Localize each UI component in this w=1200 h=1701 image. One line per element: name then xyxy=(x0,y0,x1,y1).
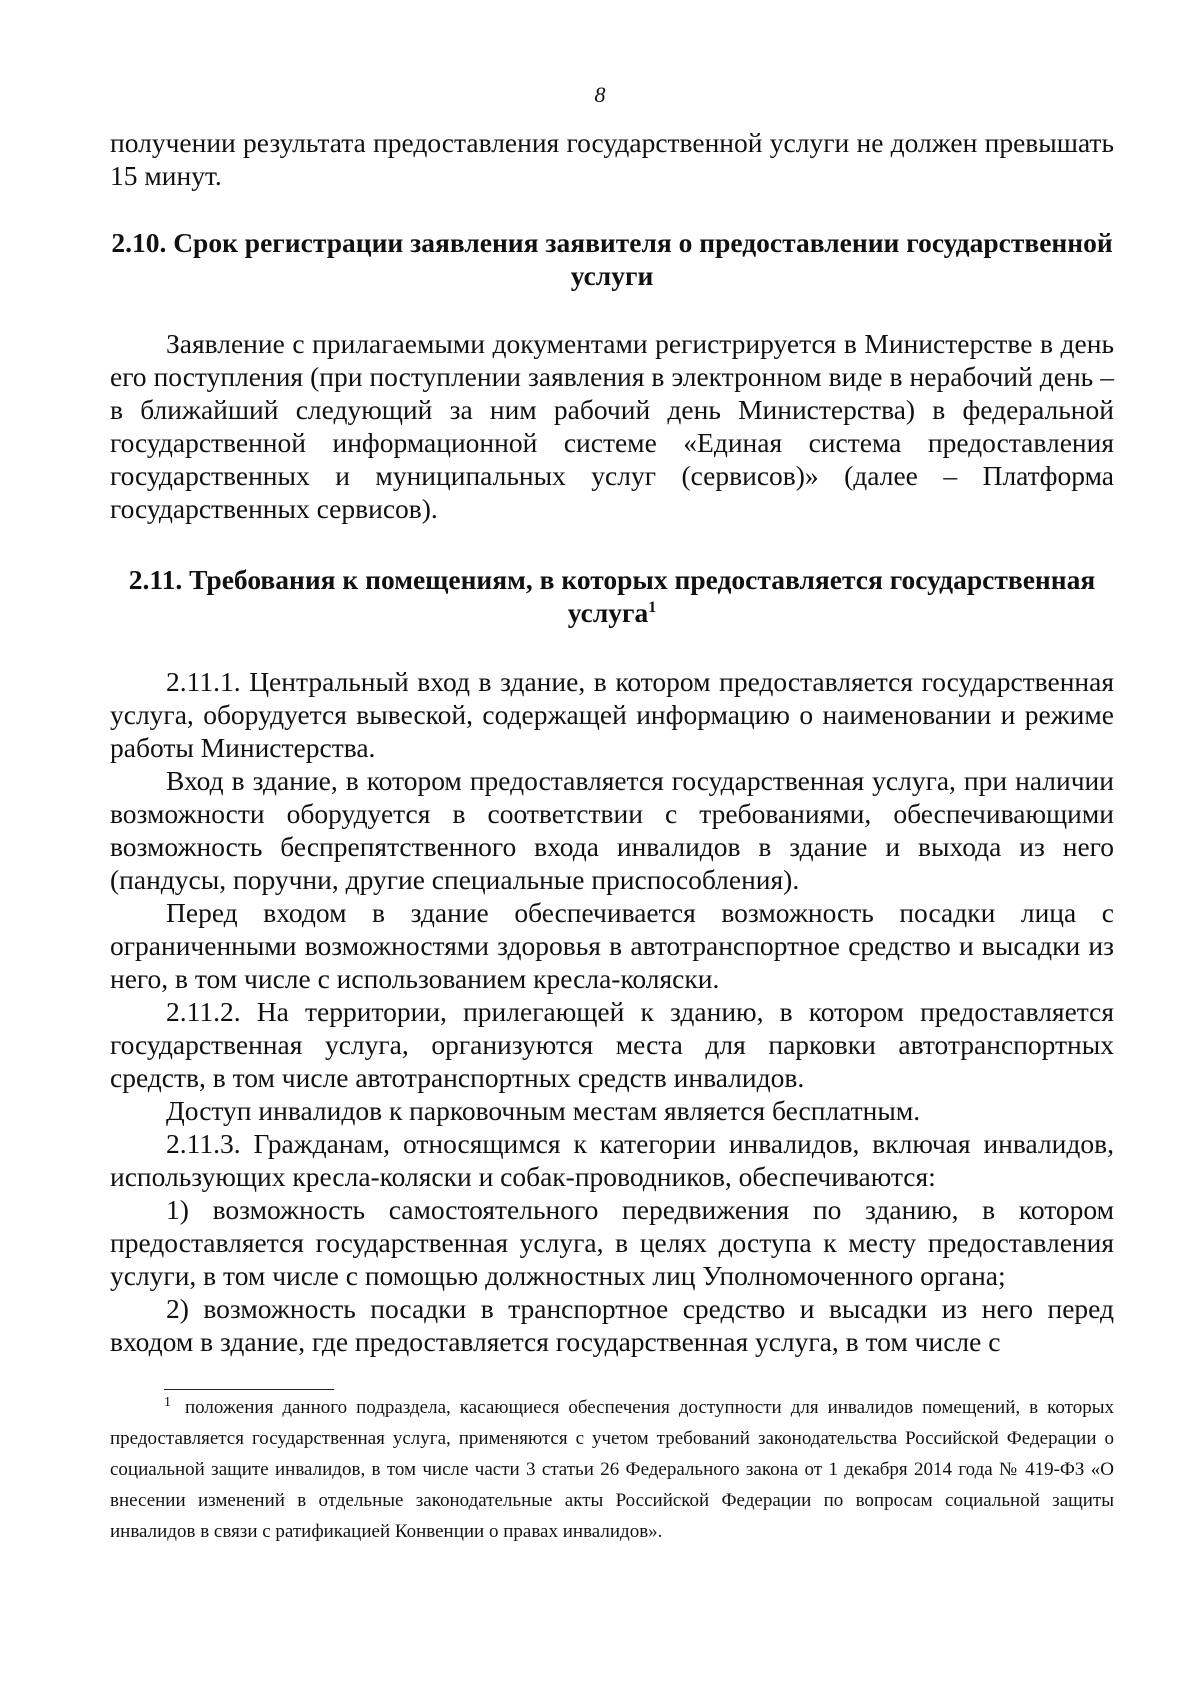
footnote-separator xyxy=(164,1389,334,1390)
paragraph: Доступ инвалидов к парковочным местам является бесплатным. xyxy=(166,1095,921,1126)
section-heading-2-10-text: 2.10. Срок регистрации заявления заявителя о предоставлении государственной услуги xyxy=(111,227,1113,291)
page-number: 8 xyxy=(594,82,606,107)
list-item: 2) возможность посадки в транспортное средство и высадки из него перед входом в здание, где предоставляется государственная услуга, в том числе с xyxy=(110,1293,1114,1357)
paragraph: 2.11.1. Центральный вход в здание, в котором предоставляется государственная услуга, оборудуется вывеской, содержащей информацию о наименовании и режиме работы Министерства. xyxy=(110,666,1114,763)
paragraph-continuation: получении результата предоставления государственной услуги не должен превышать 15 минут. xyxy=(110,127,1114,191)
paragraph: 2.11.3. Гражданам, относящимся к категории инвалидов, включая инвалидов, использующих кресла-коляски и собак-проводников, обеспечиваются: xyxy=(110,1128,1114,1192)
paragraph: Вход в здание, в котором предоставляется государственная услуга, при наличии возможности оборудуется в соответствии с требованиями, обеспечивающими возможность беспрепятственного входа инвалидов в здание и выхода из него (пандусы, поручни, другие специальные приспособления). xyxy=(110,765,1114,895)
section-heading-2-11 xyxy=(110,563,1114,629)
section-heading-2-11-text: 2.11. Требования к помещениям, в которых предоставляется государственная услуга xyxy=(128,564,1096,628)
footnote-text: положения данного подраздела, касающиеся обеспечения доступности для инвалидов помещений, в которых предоставляется государственная услуга, применяются с учетом требований законодательства Российской Федерации о социальной защите инвалидов, в том числе части 3 статьи 26 Федерального закона от 1 декабря 2014 года № 419-ФЗ «О внесении изменений в отдельные законодательные акты Российской Федерации по вопросам социальной защиты инвалидов в связи с ратификацией Конвенции о правах инвалидов». xyxy=(110,1397,1114,1542)
paragraph: Перед входом в здание обеспечивается возможность посадки лица с ограниченными возможностями здоровья в автотранспортное средство и высадки из него, в том числе с использованием кресла-коляски. xyxy=(110,897,1114,994)
footnote-paragraph xyxy=(110,1392,1114,1547)
paragraph: Заявление с прилагаемыми документами регистрируется в Министерстве в день его поступления (при поступлении заявления в электронном виде в нерабочий день – в ближайший следующий за ним рабочий день Министерства) в федеральной государственной информационной системе «Единая система предоставления государственных и муниципальных услуг (сервисов)» (далее – Платформа государственных сервисов). xyxy=(110,328,1114,524)
footnote-reference: 1 xyxy=(648,598,657,616)
section-heading-2-10 xyxy=(110,226,1114,292)
paragraph: 2.11.2. На территории, прилегающей к зданию, в котором предоставляется государственная услуга, организуются места для парковки автотранспортных средств, в том числе автотранспортных средств инвалидов. xyxy=(110,996,1114,1093)
document-body xyxy=(110,126,1114,1358)
list-item: 1) возможность самостоятельного передвижения по зданию, в котором предоставляется государственная услуга, в целях доступа к месту предоставления услуги, в том числе с помощью должностных лиц Уполномоченного органа; xyxy=(110,1194,1114,1291)
footnote xyxy=(110,1392,1114,1547)
footnote-mark: 1 xyxy=(164,1394,171,1410)
